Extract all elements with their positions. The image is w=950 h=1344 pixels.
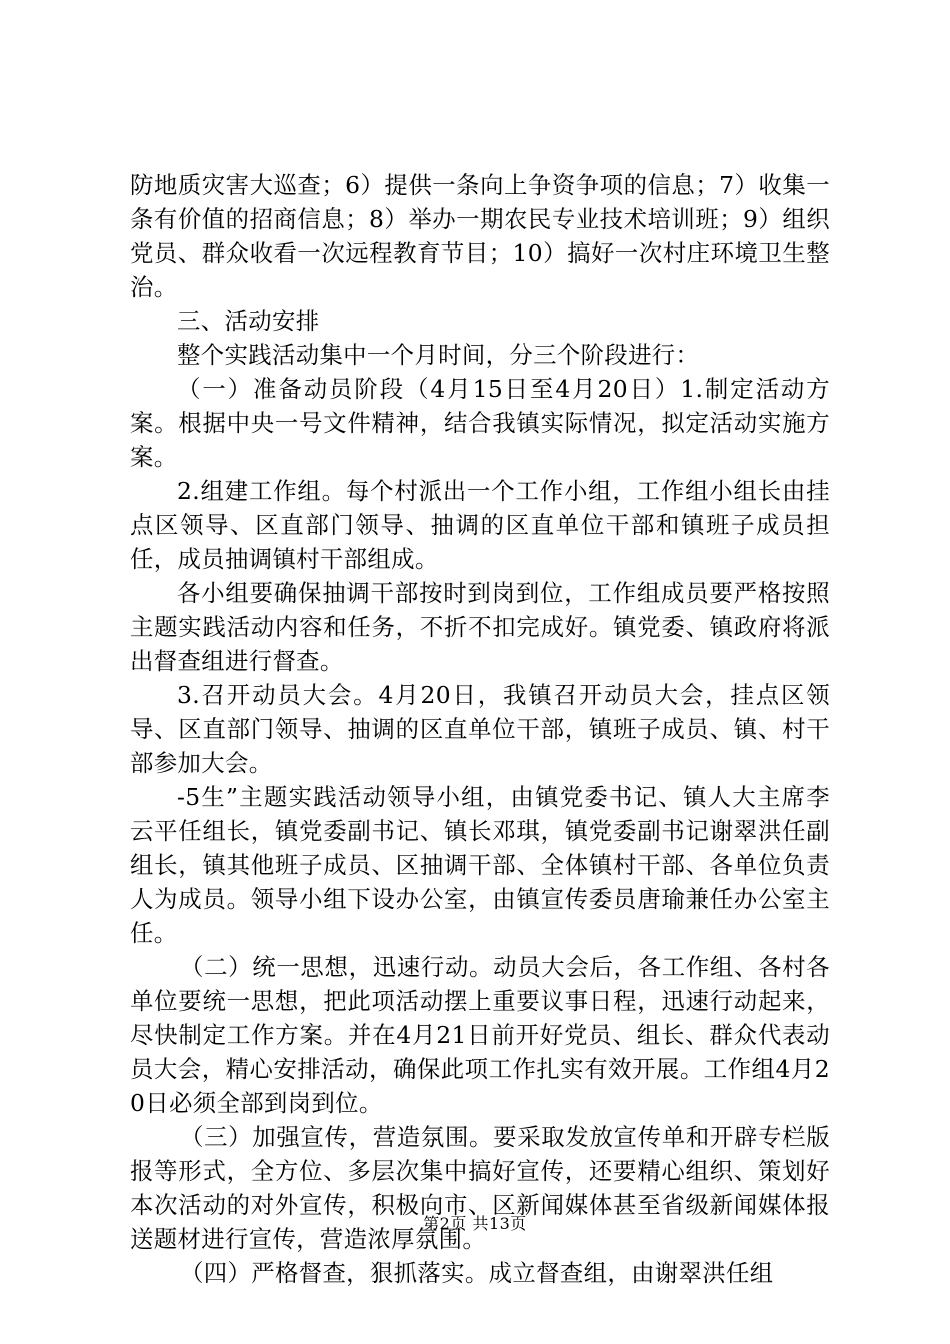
- paragraph-mobilization-meeting: 3.召开动员大会。4月20日，我镇召开动员大会，挂点区领导、区直部门领导、抽调的区直单位干部，镇班子成员、镇、村干部参加大会。: [130, 681, 830, 777]
- paragraph-stage-one: （一）准备动员阶段（4月15日至4月20日）1.制定活动方案。根据中央一号文件精神，结合我镇实际情况，拟定活动实施方案。: [130, 375, 830, 471]
- paragraph-group-requirements: 各小组要确保抽调干部按时到岗到位，工作组成员要严格按照主题实践活动内容和任务，不折不扣完成好。镇党委、镇政府将派出督查组进行督查。: [130, 579, 830, 675]
- page-number-footer: 第2页 共13页: [423, 1214, 527, 1233]
- paragraph-continuation: 防地质灾害大巡查；6）提供一条向上争资争项的信息；7）收集一条有价值的招商信息；8）举办一期农民专业技术培训班；9）组织党员、群众收看一次远程教育节目；10）搞好一次村庄环境卫生整治。: [130, 171, 830, 301]
- section-heading-activity-arrangement: 三、活动安排: [177, 307, 320, 335]
- paragraph-stage-two: （二）统一思想，迅速行动。动员大会后，各工作组、各村各单位要统一思想，把此项活动摆上重要议事日程，迅速行动起来，尽快制定工作方案。并在4月21日前开好党员、组长、群众代表动员大会，精心安排活动，确保此项工作扎实有效开展。工作组4月20日必须全部到岗到位。: [130, 953, 830, 1117]
- paragraph-leadership-group: -5生”主题实践活动领导小组，由镇党委书记、镇人大主席李云平任组长，镇党委副书记、镇长邓琪，镇党委副书记谢翠洪任副组长，镇其他班子成员、区抽调干部、全体镇村干部、各单位负责人为成员。领导小组下设办公室，由镇宣传委员唐瑜兼任办公室主任。: [130, 783, 830, 947]
- paragraph-stage-four: （四）严格督查，狠抓落实。成立督查组，由谢翠洪任组: [180, 1259, 774, 1287]
- paragraph-form-workgroup: 2.组建工作组。每个村派出一个工作小组，工作组小组长由挂点区领导、区直部门领导、抽调的区直单位干部和镇班子成员担任，成员抽调镇村干部组成。: [130, 477, 830, 573]
- paragraph-stage-three: （三）加强宣传，营造氛围。要采取发放宣传单和开辟专栏版报等形式，全方位、多层次集中搞好宣传，还要精心组织、策划好本次活动的对外宣传，积极向市、区新闻媒体甚至省级新闻媒体报送题材进行宣传，营造浓厚氛围。: [130, 1123, 830, 1253]
- document-body: [130, 168, 830, 1290]
- paragraph-overview: 整个实践活动集中一个月时间，分三个阶段进行：: [177, 341, 700, 369]
